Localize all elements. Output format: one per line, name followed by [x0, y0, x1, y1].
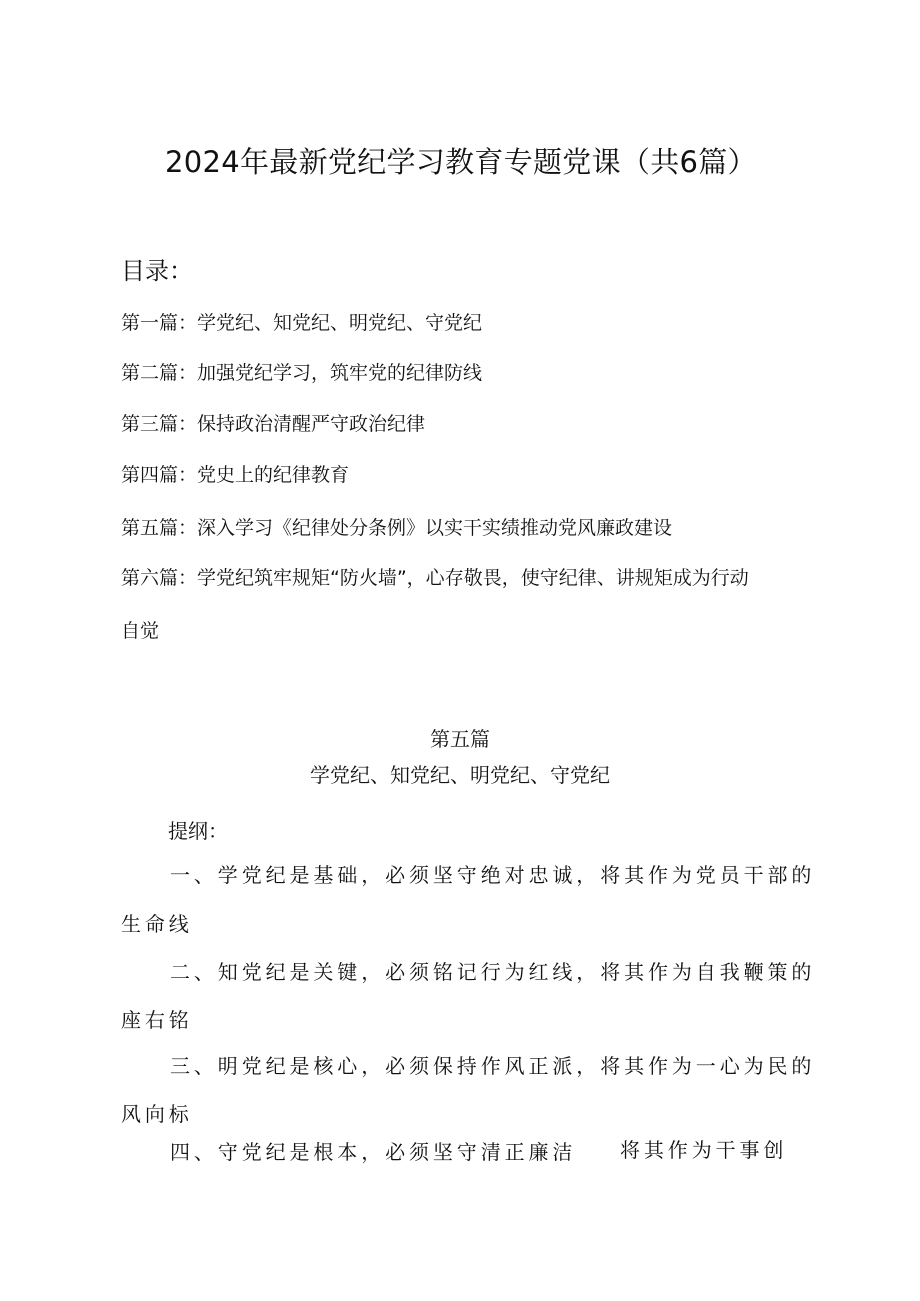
outline-item: 三、明党纪是核心，必须保持作风正派，将其作为一心为民的 — [170, 1054, 816, 1078]
toc-item-continuation: 自觉 — [121, 620, 160, 642]
toc-item: 第四篇：党史上的纪律教育 — [121, 464, 350, 486]
document-title: 2024年最新党纪学习教育专题党课（共6篇） — [165, 145, 757, 179]
outline-heading: 提纲： — [168, 819, 228, 843]
toc-item: 第三篇：保持政治清醒严守政治纪律 — [121, 413, 426, 435]
outline-item-continuation: 风向标 — [121, 1102, 193, 1126]
toc-item: 第六篇：学党纪筑牢规矩“防火墙”，心存敬畏，使守纪律、讲规矩成为行动 — [121, 567, 749, 589]
section-number: 第五篇 — [430, 727, 490, 751]
outline-item: 四、守党纪是根本，必须坚守清正廉洁 — [170, 1140, 577, 1164]
outline-item-fragment: 将其作为干事创 — [620, 1138, 788, 1162]
toc-item: 第五篇：深入学习《纪律处分条例》以实干实绩推动党风廉政建设 — [121, 517, 673, 539]
toc-item: 第二篇：加强党纪学习，筑牢党的纪律防线 — [121, 362, 483, 384]
outline-item-continuation: 生命线 — [121, 912, 193, 936]
toc-heading: 目录： — [121, 257, 193, 285]
outline-item: 一、学党纪是基础，必须坚守绝对忠诚，将其作为党员干部的 — [170, 863, 816, 887]
section-title: 学党纪、知党纪、明党纪、守党纪 — [310, 763, 610, 787]
outline-item: 二、知党纪是关键，必须铭记行为红线，将其作为自我鞭策的 — [170, 960, 816, 984]
outline-item-continuation: 座右铭 — [121, 1008, 193, 1032]
toc-item: 第一篇：学党纪、知党纪、明党纪、守党纪 — [121, 312, 483, 334]
